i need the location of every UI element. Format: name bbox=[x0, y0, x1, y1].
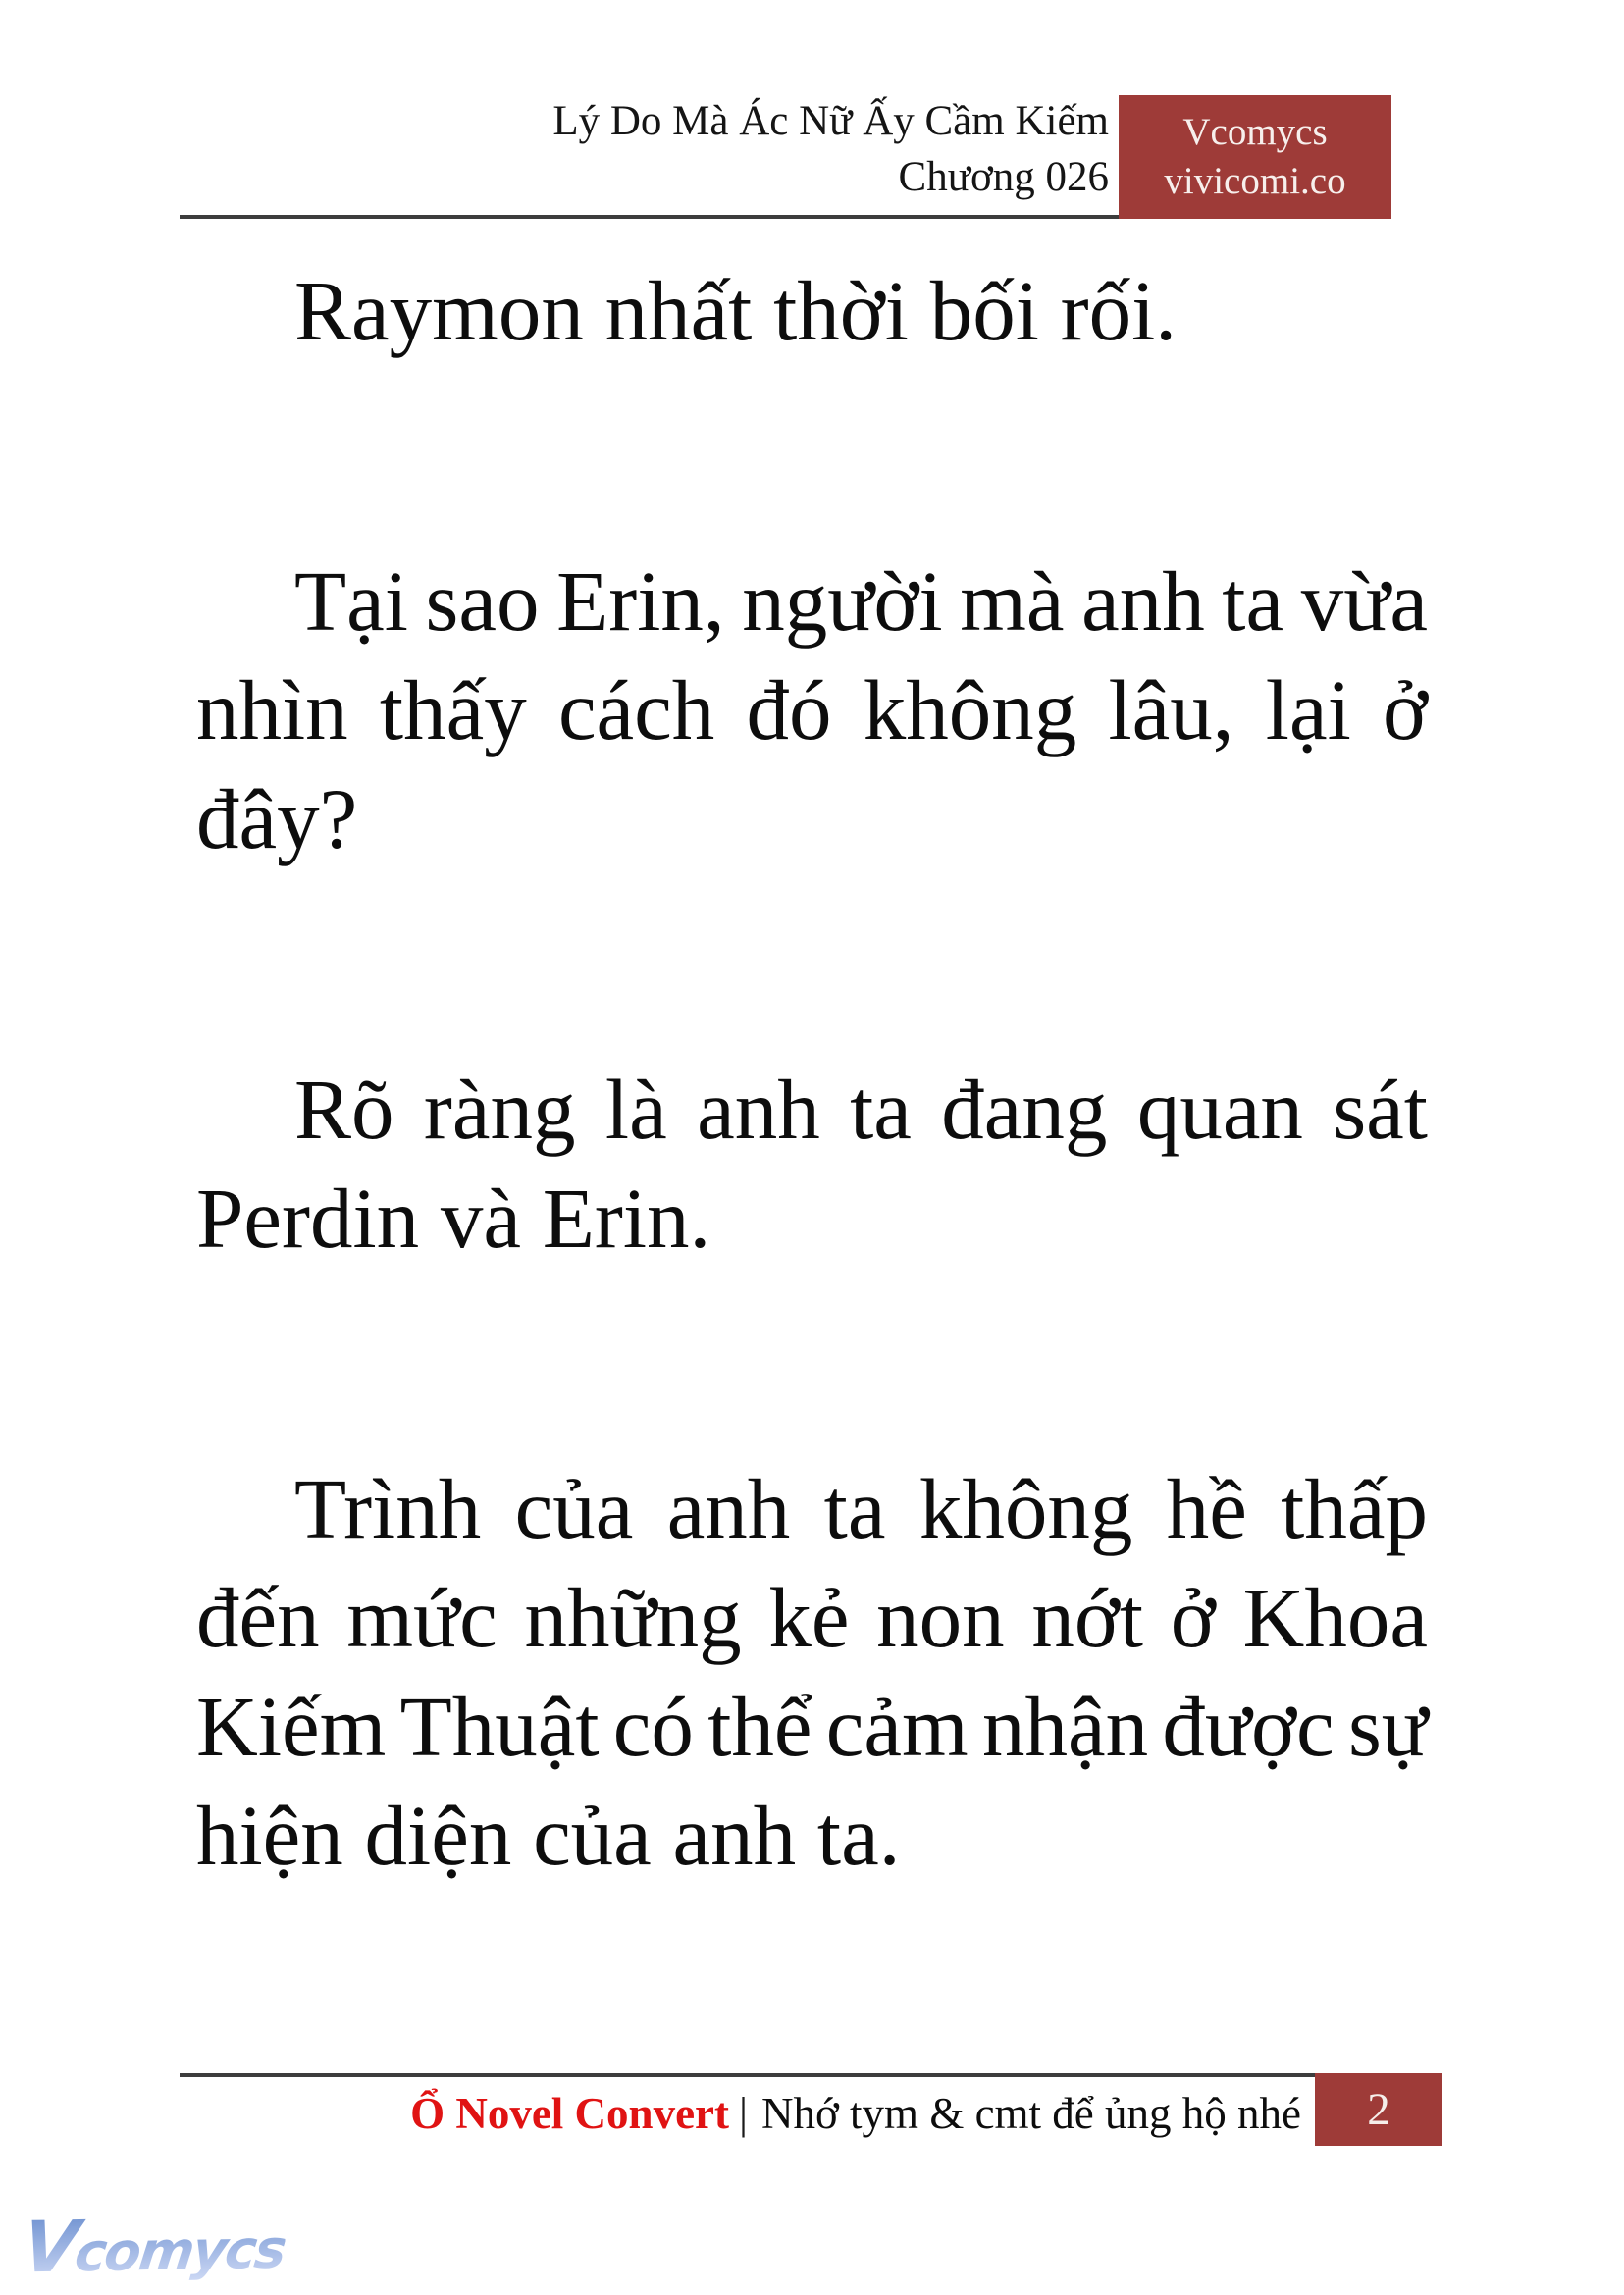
chapter-label: Chương 026 bbox=[898, 154, 1109, 200]
word: Thuật bbox=[399, 1679, 600, 1774]
word: thấp bbox=[1281, 1461, 1428, 1556]
word: cách bbox=[557, 662, 715, 757]
book-title: Lý Do Mà Ác Nữ Ấy Cầm Kiếm bbox=[552, 98, 1109, 144]
text-line bbox=[196, 1454, 1428, 1563]
text-line: Perdin và Erin. bbox=[196, 1171, 711, 1266]
word: cảm bbox=[825, 1679, 969, 1774]
word: anh bbox=[666, 1461, 791, 1556]
word: nhận bbox=[981, 1679, 1149, 1774]
footer-note: Nhớ tym & cmt để ủng hộ nhé bbox=[761, 2089, 1301, 2138]
footer-separator: | bbox=[739, 2089, 749, 2138]
word: non bbox=[876, 1570, 1005, 1665]
text-line bbox=[196, 1563, 1428, 1672]
word: sự bbox=[1347, 1679, 1428, 1774]
word: mức bbox=[346, 1570, 498, 1665]
word: đó bbox=[746, 662, 832, 757]
word: Erin, bbox=[556, 553, 725, 649]
word: anh bbox=[1081, 553, 1205, 649]
word: là bbox=[604, 1062, 667, 1157]
word: anh bbox=[697, 1062, 820, 1157]
word: Trình bbox=[294, 1461, 482, 1556]
text-line bbox=[196, 1672, 1428, 1781]
word: của bbox=[514, 1461, 634, 1556]
word: có bbox=[612, 1679, 694, 1774]
word: ta bbox=[1222, 553, 1284, 649]
word: ràng bbox=[423, 1062, 576, 1157]
paragraph bbox=[196, 1454, 1428, 1890]
word: kẻ bbox=[768, 1570, 850, 1665]
word: đến bbox=[196, 1570, 320, 1665]
brand-name: Vcomycs bbox=[1182, 111, 1328, 153]
header-rule bbox=[180, 215, 1119, 219]
text-line: đây? bbox=[196, 771, 358, 866]
word: Rõ bbox=[294, 1062, 394, 1157]
paragraph bbox=[196, 547, 1428, 873]
page-header-title bbox=[552, 93, 1109, 205]
word: vừa bbox=[1300, 553, 1428, 649]
text-line: Raymon nhất thời bối rối. bbox=[294, 263, 1178, 358]
word: quan bbox=[1136, 1062, 1303, 1157]
word: lâu, bbox=[1108, 662, 1234, 757]
vcomycs-logo: Vcomycs bbox=[19, 2202, 290, 2289]
paragraph bbox=[196, 1055, 1428, 1273]
word: ta bbox=[850, 1062, 912, 1157]
word: thấy bbox=[379, 662, 527, 757]
chapter-body-text bbox=[196, 256, 1428, 1890]
word: Kiếm bbox=[196, 1679, 387, 1774]
brand-badge bbox=[1119, 95, 1391, 219]
brand-site: vivicomi.co bbox=[1164, 160, 1346, 202]
text-line bbox=[196, 655, 1428, 764]
word: lại bbox=[1265, 662, 1351, 757]
page-number-badge bbox=[1315, 2073, 1442, 2146]
word: ở bbox=[1382, 662, 1428, 757]
word: nhìn bbox=[196, 662, 348, 757]
footer-brand: Ổ Novel Convert bbox=[410, 2089, 729, 2138]
text-line: hiện diện của anh ta. bbox=[196, 1788, 901, 1883]
text-line bbox=[196, 547, 1428, 655]
word: thể bbox=[707, 1679, 812, 1774]
word: mà bbox=[960, 553, 1065, 649]
word: ở bbox=[1170, 1570, 1216, 1665]
word: đang bbox=[941, 1062, 1108, 1157]
word: những bbox=[524, 1570, 742, 1665]
text-line bbox=[196, 1055, 1428, 1164]
word: ta bbox=[823, 1461, 886, 1556]
paragraph bbox=[196, 256, 1428, 365]
page-number: 2 bbox=[1367, 2084, 1390, 2135]
word: Khoa bbox=[1242, 1570, 1428, 1665]
word: sát bbox=[1333, 1062, 1428, 1157]
word: hề bbox=[1166, 1461, 1247, 1556]
word: được bbox=[1162, 1679, 1335, 1774]
word: sao bbox=[425, 553, 540, 649]
word: nớt bbox=[1031, 1570, 1144, 1665]
word: không bbox=[918, 1461, 1133, 1556]
word: Tại bbox=[294, 553, 408, 649]
word: người bbox=[742, 553, 943, 649]
page-footer-text bbox=[410, 2077, 1301, 2150]
word: không bbox=[863, 662, 1077, 757]
